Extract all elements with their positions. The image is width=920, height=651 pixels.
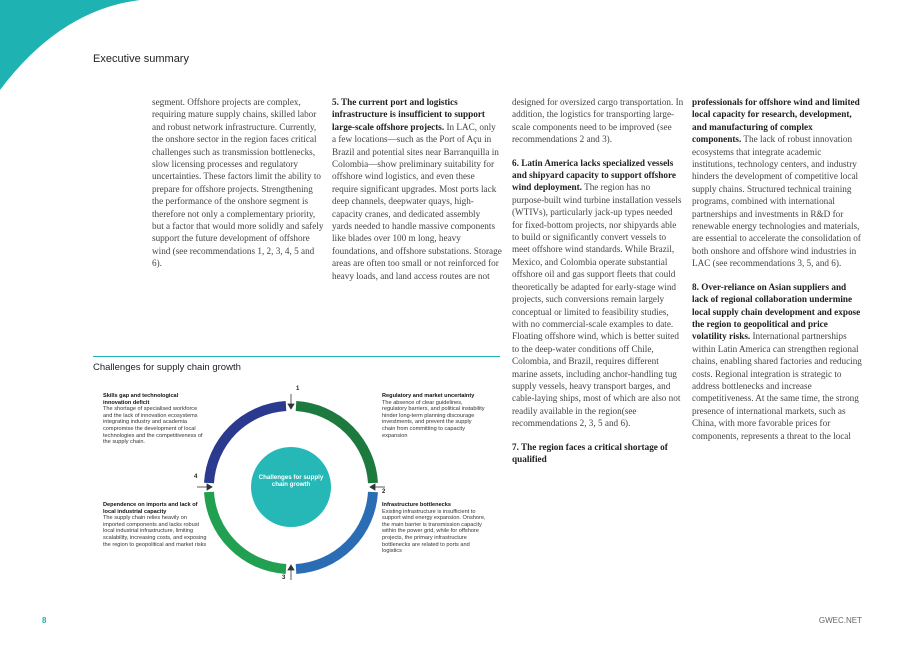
paragraph: segment. Offshore projects are complex, requiring mature supply chains, skilled labor and robust network infrastructure. Currently, the onshore sector in the region faces critical challenges such as transmission bottlenecks, slow licensing processes and regulatory uncertainties. These factors limit the ability to prepare for offshore projects. Strengthening the performance of the onshore segment is therefore not only a complementary priority, but a factor that would more solidly and safely support the future development of offshore wind (see recommendations 1, 2, 3, 4, 5 and 6).: [152, 97, 324, 269]
center-label-text: Challenges for supply chain growth: [258, 474, 324, 489]
center-label: [258, 474, 324, 488]
arrowhead-3: [288, 565, 294, 570]
arrowhead-2: [370, 484, 375, 490]
block-body: The absence of clear guidelines, regulatory barriers, and political instability hinder long-term planning discourage investments, and prevent the supply chain from committing to capacity expansion: [382, 399, 485, 439]
finding-heading-7-cont: professionals for offshore wind and limited local capacity for research, development, and manufacturing of complex components.: [692, 97, 860, 145]
page-number: 8: [42, 616, 47, 625]
block-body: Existing infrastructure is insufficient to support wind energy expansion. Onshore, the main barrier is transmission capacity within the power grid, while for offshore projects, the primary infrastructure bottlenecks are related to ports and logistics: [382, 508, 486, 555]
arrowhead-4: [207, 484, 212, 490]
paragraph: designed for oversized cargo transportation. In addition, the logistics for transporting large-scale components need to be improved (see recommendations 2 and 3).: [512, 97, 684, 145]
section-title: Executive summary: [93, 53, 189, 65]
finding-body-5: In LAC, only a few locations—such as the Port of Açu in Brazil and potential sites near Barranquilla in Colombia—show preliminary suitability for offshore wind logistics, and even these require significant upgrades. Most ports lack deep channels, deepwater quays, high-capacity cranes, and dedicated assembly yards needed to handle massive components like blades over 100 m long, heavy foundations, and offshore substations. Storage areas are often too small or not reinforced for heavy loads, and land access routes are not: [332, 121, 502, 281]
block-title: Regulatory and market uncertainty: [382, 393, 475, 399]
block-title: Dependence on imports and lack of local industrial capacity: [103, 502, 198, 515]
block-infrastructure: [382, 502, 488, 555]
finding-heading-8: 8. Over-reliance on Asian suppliers and lack of regional collaboration undermine local supply chain development and expose the region to geopolitical and price volatility risks.: [692, 281, 861, 342]
finding-body-6: The region has no purpose-built wind turbine installation vessels (WTIVs), particularly jack-up types needed for fixed-bottom projects, nor shipyards able to build or significantly convert vessels to meet offshore wind standards. While Brazil, Mexico, and Colombia operate substantial offshore oil and gas support fleets that could theoretically be adapted for early-stage wind projects, such conversions remain largely conceptual or limited to feasibility studies, with no commercial-scale examples to date. Floating offshore wind, which is better suited to the deep-water conditions off Chile, Colombia, and Brazil, requires different marine assets, including anchor-handling tug supply vessels, heavy transport barges, and cable-laying ships, most of which are also not readily available in the region(see recommendations 2, 3, 5 and 6).: [512, 182, 682, 429]
block-body: The shortage of specialised workforce and the lack of innovation ecosystems integrating industry and academia compromise the development of local technologies and the competitiveness of the supply chain.: [103, 406, 203, 446]
finding-body-7: The lack of robust innovation ecosystems that integrate academic institutions, technology centers, and industry hinders the development of competitive local supply chains. Structured technical training programs, combined with international partnerships and investments in R&D for renewable energy technologies and materials, are essential to accelerate the consolidation of both onshore and offshore wind industries in LAC (see recommendations 3, 5, and 6).: [692, 134, 861, 269]
block-dependence: [103, 502, 207, 548]
arrowhead-1: [288, 404, 294, 409]
finding-heading-7: 7. The region faces a critical shortage of qualified: [512, 441, 668, 464]
ring-number-3: 3: [282, 575, 286, 581]
ring-number-2: 2: [382, 489, 386, 495]
ring-number-4: 4: [194, 474, 198, 480]
block-skills-gap: [103, 393, 203, 446]
finding-heading-6: 6. Latin America lacks specialized vessels and shipyard capacity to support offshore wind deployment.: [512, 157, 676, 193]
diagram-title: Challenges for supply chain growth: [93, 362, 241, 373]
block-regulatory: [382, 393, 486, 439]
finding-heading-5: 5. The current port and logistics infrastructure is insufficient to support large-scale offshore projects.: [332, 97, 485, 132]
ring-number-1: 1: [296, 386, 300, 392]
block-title: Infrastructure bottlenecks: [382, 502, 452, 508]
footer-site: GWEC.NET: [818, 616, 862, 625]
block-body: The supply chain relies heavily on imported components and lacks robust local industrial infrastructure, limiting scalability, increasing costs, and exposing the region to geopolitical and market risks: [103, 515, 207, 548]
finding-body-8: International partnerships within Latin America can strengthen regional chains, enabling shared factories and reducing costs. Regional integration is strategic to address bottlenecks and increase competitiveness. At the same time, the strong presence of international markets, such as China, with more favorable prices for components, represents a threat to the local: [692, 331, 862, 441]
block-title: Skills gap and technological innovation deficit: [103, 393, 179, 406]
